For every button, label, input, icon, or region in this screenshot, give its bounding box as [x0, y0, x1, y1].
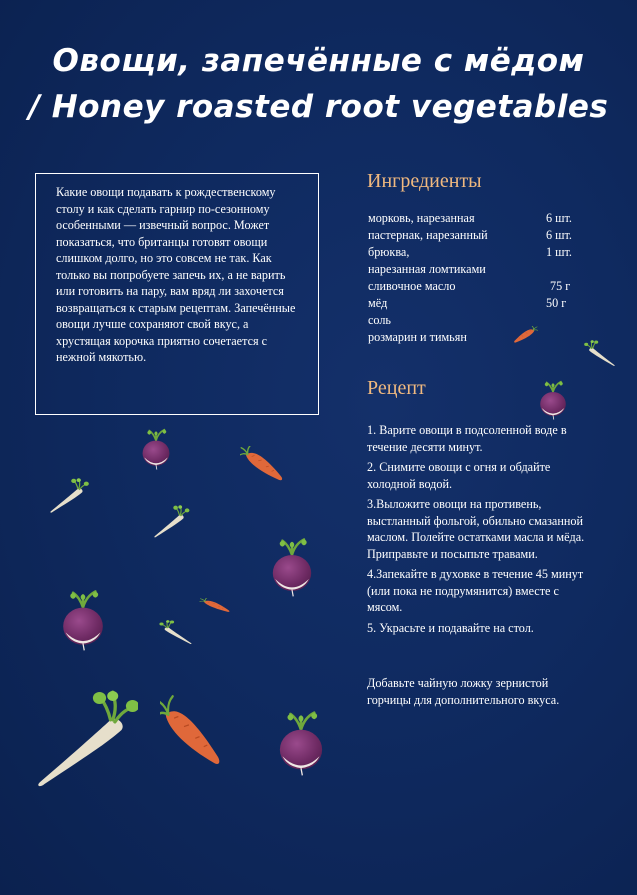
- ingredient-name: мёд: [368, 296, 388, 310]
- intro-text: Какие овощи подавать к рождественскому столу и как сделать гарнир по-сезонному особенными — извечный вопрос. Может показаться, что британцы готовят овощи слишком долго, но это совсем не так. Как только вы попробуете запечь их, а не варить или готовить на пару, вам вряд ли захочется возвращаться к старым рецептам. Запечённые овощи лучше сохраняют свой вкус, а хрустящая корочка приятно сочетается с нежной мякотью.: [56, 185, 296, 364]
- recipe-step: 4.Запекайте в духовке в течение 45 минут (или пока не подрумянится) вместе с мясом.: [367, 567, 584, 614]
- ingredient-row: [368, 312, 588, 329]
- ingredient-qty: 75 г: [550, 279, 571, 293]
- ingredients-heading: Ингредиенты: [367, 170, 482, 192]
- ingredient-row: [368, 210, 588, 227]
- ingredient-row: [368, 278, 588, 295]
- ingredient-row: [368, 244, 588, 261]
- recipe-step: 5. Украсьте и подавайте на стол.: [367, 620, 534, 635]
- ingredient-name: морковь, нарезанная: [368, 211, 475, 225]
- ingredient-qty: 6 шт.: [546, 228, 572, 242]
- ingredient-row: [368, 295, 588, 312]
- ingredient-qty: 50 г: [546, 296, 567, 310]
- ingredient-row: [368, 227, 588, 244]
- carrot-icon: [240, 446, 312, 512]
- parsnip-icon: [150, 505, 216, 563]
- carrot-icon: [482, 326, 540, 372]
- ingredient-qty: 6 шт.: [546, 211, 572, 225]
- ingredient-row: [368, 329, 588, 346]
- title-english: / Honey roasted root vegetables: [28, 89, 609, 125]
- turnip-icon: [52, 580, 114, 660]
- ingredients-list: [368, 210, 588, 346]
- recipe-step: 1. Варите овощи в подсоленной воде в течение десяти минут.: [367, 423, 567, 454]
- intro-box: [35, 173, 319, 415]
- ingredient-name: розмарин и тимьян: [368, 330, 467, 344]
- turnip-icon: [268, 696, 334, 790]
- ingredient-qty: 1 шт.: [546, 245, 572, 259]
- ingredient-name: сливочное масло: [368, 279, 456, 293]
- ingredient-name: нарезанная ломтиками: [368, 262, 486, 276]
- recipe-tip: Добавьте чайную ложку зернистой горчицы для дополнительного вкуса.: [367, 676, 560, 707]
- parsnip-icon: [28, 690, 138, 790]
- parsnip-icon: [45, 478, 115, 538]
- carrot-icon: [160, 690, 244, 790]
- recipe-step: 2. Снимите овощи с огня и обдайте холодной водой.: [367, 460, 551, 491]
- ingredient-row: [368, 261, 588, 278]
- turnip-icon: [533, 380, 573, 420]
- recipe-steps: [367, 422, 592, 640]
- recipe-step: 3.Выложите овощи на противень, выстланный фольгой, обильно смазанной маслом. Полейте остатками масла и мёда. Приправьте и посыпьте травами.: [367, 497, 585, 561]
- parsnip-icon: [130, 620, 200, 670]
- ingredient-name: соль: [368, 313, 391, 327]
- page-title: [0, 38, 637, 130]
- turnip-icon: [135, 428, 177, 470]
- recipe-heading: Рецепт: [367, 377, 426, 399]
- ingredient-name: брюква,: [368, 245, 410, 259]
- ingredient-name: пастернак, нарезанный: [368, 228, 488, 242]
- title-russian: Овощи, запечённые с мёдом: [52, 43, 585, 79]
- turnip-icon: [262, 535, 322, 599]
